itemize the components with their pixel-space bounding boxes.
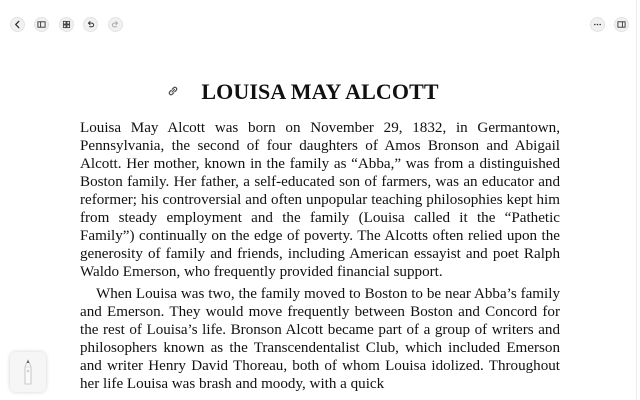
redo-icon [111, 20, 120, 29]
toolbar [0, 0, 640, 48]
redo-button[interactable] [108, 17, 123, 32]
title-row [0, 78, 640, 108]
chevron-left-icon [13, 20, 22, 29]
page-edge [636, 0, 637, 400]
thumbnails-button[interactable] [59, 17, 74, 32]
grid-icon [62, 20, 71, 29]
pencil-tool-button[interactable] [10, 352, 46, 392]
paragraph: When Louisa was two, the family moved to Boston to be near Abba’s family and Emerson. They would move frequently between Boston and Concord for the rest of Louisa’s life. Bronson Alcott became part of a group of writers and philosophers known as the Transcendentalist Club, which included Emerson and writer Henry David Thoreau, both of whom Louisa idolized. Throughout her life Louisa was brash and moody, with a quick [80, 286, 560, 392]
panel-right-icon [617, 20, 626, 29]
more-options-button[interactable] [590, 17, 605, 32]
pencil-icon [20, 358, 36, 386]
sidebar-icon [37, 20, 46, 29]
ellipsis-icon [593, 20, 602, 29]
document-body [80, 119, 560, 397]
document-title: LOUISA MAY ALCOTT [201, 79, 439, 104]
paragraph: Louisa May Alcott was born on November 29, 1832, in Germantown, Pennsylvania, the second of four daughters of Amos Bronson and Abigail Alcott. Her mother, known in the family as “Abba,” was from a distinguished Boston family. Her father, a self-educated son of farmers, was an educator and reformer; his controversial and often unpopular teaching philosophies kept him from steady employment and the family (Louisa called it the “Pathetic Family”) continually on the edge of poverty. The Alcotts often relied upon the generosity of family and friends, including American essayist and poet Ralph Waldo Emerson, who frequently provided financial support. [80, 120, 560, 280]
right-panel-button[interactable] [614, 17, 629, 32]
undo-icon [86, 20, 95, 29]
undo-button[interactable] [83, 17, 98, 32]
sidebar-toggle-button[interactable] [34, 17, 49, 32]
back-button[interactable] [10, 17, 25, 32]
